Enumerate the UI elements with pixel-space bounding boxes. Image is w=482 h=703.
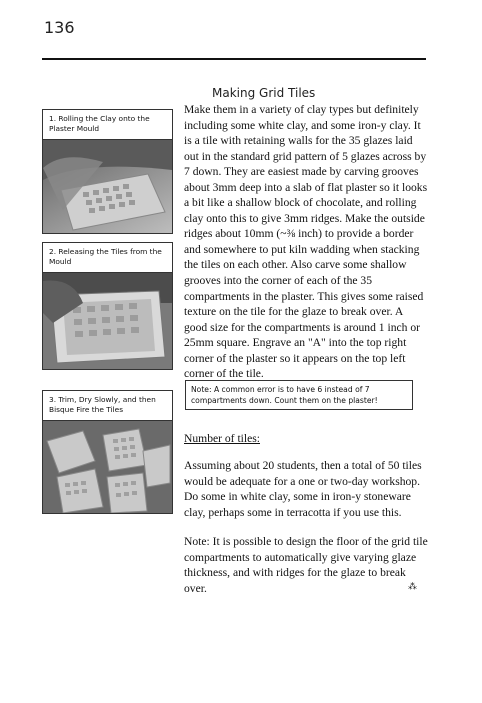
- tiles-paragraph: Assuming about 20 students, then a total of 50 tiles would be adequate for a one or two-day workshop. Do some in white clay, some in iron-y stoneware clay, perhaps some in terracotta if you use this.: [184, 459, 422, 519]
- figure-releasing-tiles: [42, 242, 173, 370]
- intro-paragraph: Make them in a variety of clay types but definitely including some white clay, and some iron-y clay. It is a tile with retaining walls for the 35 glazes laid out in the standard grid pattern of 5 glazes across by 7 down. They are easiest made by carving grooves about 3mm deep into a slab of flat plaster so it looks a bit like a shallow block of chocolate, and rolling clay onto this to give 3mm ridges. Make the outside ridges about 10mm (~⅜ inch) to provide a border and somewhere to put kiln wadding when stacking the tiles on each other. Also carve some shallow grooves into the corner of each of the 35 compartments in the plaster. This gives some raised texture on the tile for the glaze to break over. A good size for the compartments is around 1 inch or 25mm square. Engrave an "A" into the top right corner of the plaster so it appears on the top left corner of the tile.: [184, 103, 428, 381]
- tiles-heading: Number of tiles:: [184, 432, 260, 445]
- figure-caption: 1. Rolling the Clay onto the Plaster Mould: [43, 110, 172, 140]
- final-note-paragraph: Note: It is possible to design the floor of the grid tile compartments to automatically give varying glaze thickness, and with ridges for the glaze to break over.: [184, 535, 428, 595]
- note-text: Note: A common error is to have 6 instead of 7 compartments down. Count them on the plaster!: [191, 385, 378, 405]
- note-box: [185, 380, 413, 410]
- photo-releasing-tiles: [43, 273, 172, 369]
- figure-rolling-clay: [42, 109, 173, 234]
- photo-fired-tiles: [43, 421, 172, 513]
- figure-caption: 2. Releasing the Tiles from the Mould: [43, 243, 172, 273]
- section-title: Making Grid Tiles: [212, 86, 316, 100]
- figure-caption: 3. Trim, Dry Slowly, and then Bisque Fire the Tiles: [43, 391, 172, 421]
- photo-rolling-clay: [43, 140, 172, 233]
- end-mark: ⁂: [408, 582, 417, 592]
- page-number: 136: [44, 18, 75, 37]
- header-rule: [42, 58, 426, 60]
- figure-trim-dry-fire: [42, 390, 173, 514]
